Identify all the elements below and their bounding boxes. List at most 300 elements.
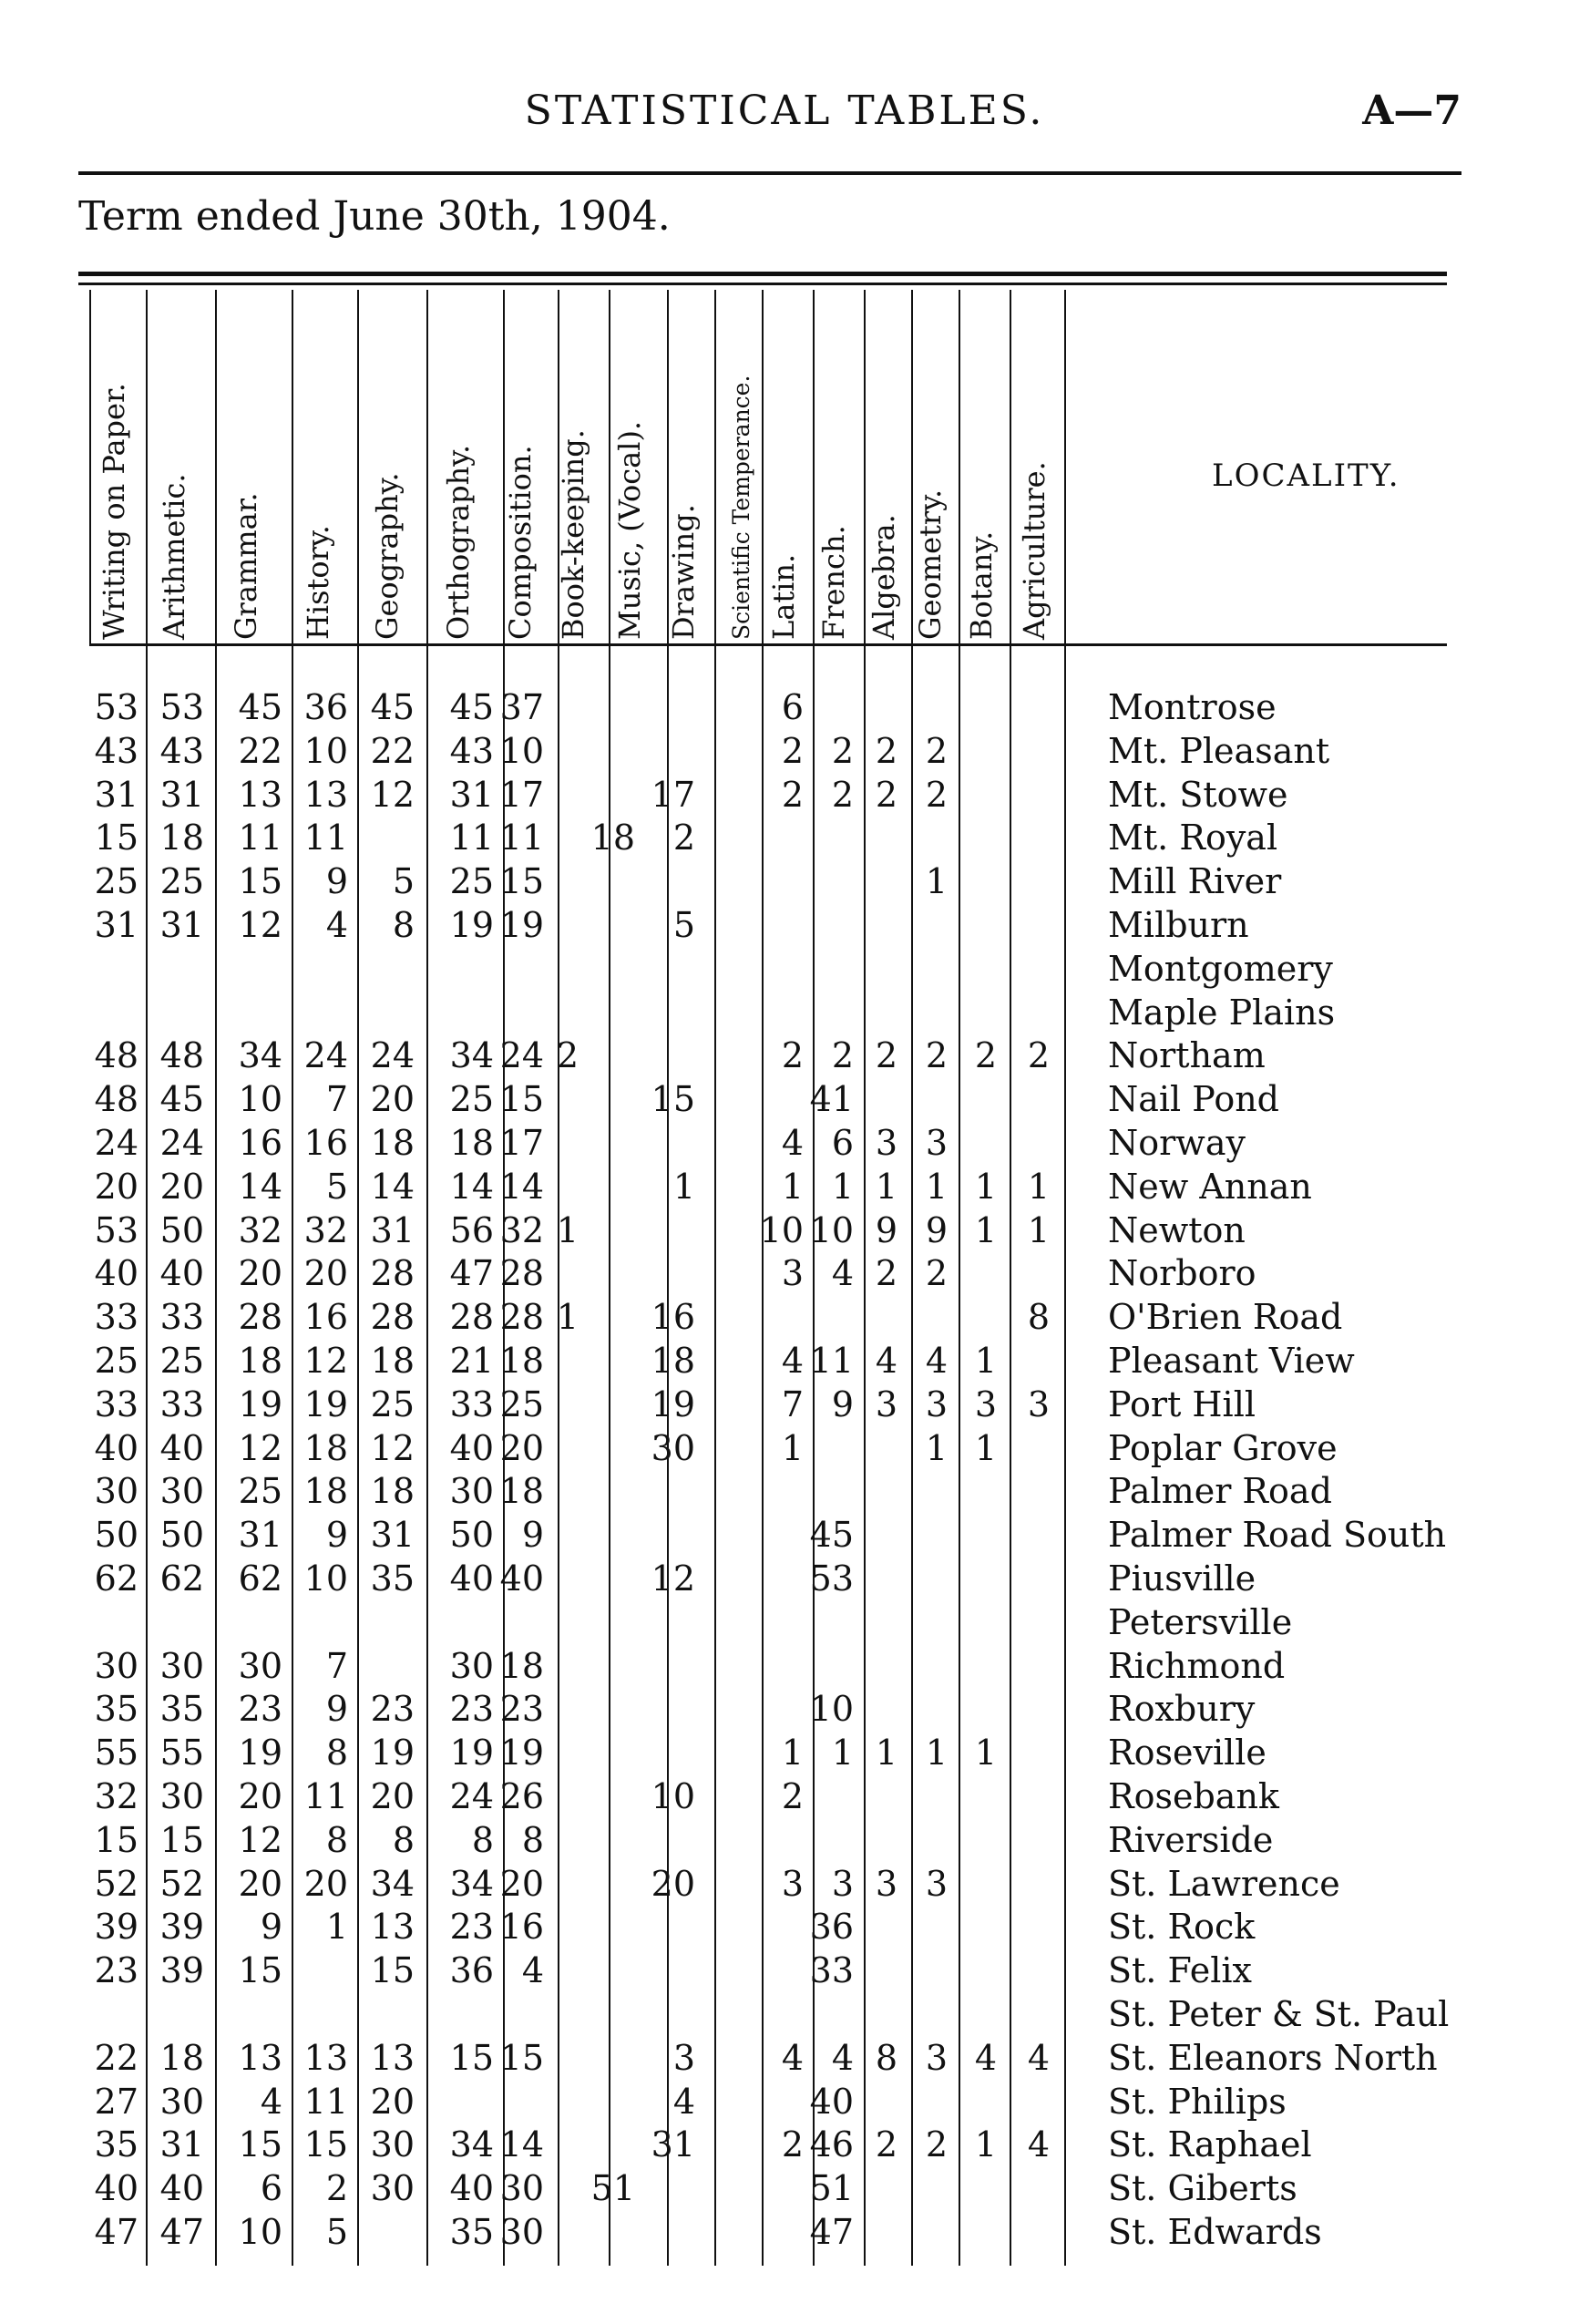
table-cell: 25 [94, 861, 138, 902]
table-cell: 3 [1027, 1383, 1050, 1424]
table-cell: 51 [590, 2168, 635, 2209]
table-cell: 15 [238, 861, 282, 902]
table-cell: 43 [159, 730, 204, 771]
table-cell: 3 [974, 1383, 997, 1424]
locality-name: Montrose [1108, 687, 1277, 727]
table-cell: 8 [521, 1819, 544, 1860]
table-row [0, 1165, 1569, 1208]
table-cell: 30 [370, 2168, 415, 2209]
table-cell: 39 [159, 1907, 204, 1948]
table-cell: 14 [449, 1166, 494, 1207]
table-cell: 30 [499, 2212, 544, 2252]
table-cell: 18 [651, 1341, 695, 1381]
table-cell: 16 [238, 1123, 282, 1163]
table-cell: 10 [303, 1558, 348, 1599]
table-cell: 1 [1027, 1209, 1050, 1250]
table-cell: 1 [925, 1427, 948, 1468]
table-cell: 20 [94, 1166, 138, 1207]
table-cell: 31 [449, 774, 494, 815]
table-cell: 47 [94, 2212, 138, 2252]
table-cell: 13 [303, 774, 348, 815]
table-cell: 35 [449, 2212, 494, 2252]
table-cell: 7 [781, 1383, 804, 1424]
table-cell: 23 [370, 1689, 415, 1730]
table-cell: 13 [238, 774, 282, 815]
column-header: Drawing. [666, 504, 701, 640]
table-cell: 5 [325, 2212, 348, 2252]
table-row [0, 1862, 1569, 1906]
table-cell: 53 [159, 687, 204, 727]
locality-name: Newton [1108, 1209, 1246, 1250]
table-cell: 19 [449, 905, 494, 945]
table-cell: 33 [449, 1383, 494, 1424]
locality-name: Petersville [1108, 1601, 1293, 1642]
table-cell: 18 [159, 2037, 204, 2078]
table-row [0, 1557, 1569, 1600]
table-cell: 25 [449, 1079, 494, 1120]
table-cell: 10 [238, 1079, 282, 1120]
table-cell: 12 [238, 1427, 282, 1468]
locality-name: St. Raphael [1108, 2124, 1312, 2165]
table-cell: 1 [925, 1733, 948, 1774]
table-cell: 25 [159, 861, 204, 902]
table-cell: 30 [651, 1427, 695, 1468]
table-cell: 23 [94, 1950, 138, 1991]
table-cell: 2 [875, 1035, 897, 1076]
table-cell: 4 [672, 2081, 695, 2122]
table-cell: 7 [325, 1645, 348, 1686]
table-cell: 19 [499, 905, 544, 945]
table-cell: 18 [499, 1645, 544, 1686]
table-cell: 43 [94, 730, 138, 771]
table-cell: 1 [672, 1166, 695, 1207]
table-cell: 18 [499, 1341, 544, 1381]
table-cell: 18 [370, 1123, 415, 1163]
table-cell: 4 [925, 1341, 948, 1381]
table-cell: 4 [1027, 2037, 1050, 2078]
table-cell: 20 [370, 1776, 415, 1816]
table-row [0, 1600, 1569, 1644]
table-cell: 8 [875, 2037, 897, 2078]
table-cell: 39 [159, 1950, 204, 1991]
table-cell: 35 [159, 1689, 204, 1730]
table-cell: 48 [159, 1035, 204, 1076]
table-row [0, 1687, 1569, 1731]
locality-name: O'Brien Road [1108, 1297, 1343, 1338]
table-cell: 12 [370, 1427, 415, 1468]
locality-name: St. Felix [1108, 1950, 1252, 1991]
table-cell: 2 [875, 2124, 897, 2165]
table-cell: 40 [94, 2168, 138, 2209]
table-cell: 4 [781, 1341, 804, 1381]
table-cell: 3 [781, 1863, 804, 1904]
table-cell: 40 [499, 1558, 544, 1599]
table-cell: 1 [974, 1733, 997, 1774]
table-cell: 2 [781, 1776, 804, 1816]
table-cell: 1 [974, 2124, 997, 2165]
table-cell: 1 [974, 1166, 997, 1207]
locality-name: Northam [1108, 1035, 1266, 1076]
table-cell: 11 [303, 818, 348, 859]
locality-name: St. Peter & St. Paul [1108, 1994, 1450, 2034]
column-header: Arithmetic. [157, 473, 191, 640]
table-cell: 8 [392, 1819, 415, 1860]
table-cell: 24 [499, 1035, 544, 1076]
table-cell: 15 [94, 818, 138, 859]
column-header: Book-keeping. [556, 429, 590, 640]
table-cell: 20 [303, 1863, 348, 1904]
table-cell: 6 [831, 1123, 854, 1163]
table-cell: 2 [325, 2168, 348, 2209]
locality-name: St. Giberts [1108, 2168, 1297, 2209]
table-cell: 33 [94, 1383, 138, 1424]
table-cell: 11 [238, 818, 282, 859]
table-cell: 53 [94, 687, 138, 727]
table-row [0, 1774, 1569, 1818]
table-cell: 9 [925, 1209, 948, 1250]
table-cell: 1 [556, 1297, 579, 1338]
table-cell: 30 [449, 1645, 494, 1686]
table-cell: 13 [303, 2037, 348, 2078]
table-cell: 52 [159, 1863, 204, 1904]
table-cell: 5 [392, 861, 415, 902]
locality-name: Mt. Stowe [1108, 774, 1288, 815]
table-cell: 9 [260, 1907, 282, 1948]
table-cell: 40 [94, 1427, 138, 1468]
table-cell: 19 [651, 1383, 695, 1424]
table-cell: 31 [159, 905, 204, 945]
table-cell: 24 [159, 1123, 204, 1163]
table-cell: 11 [449, 818, 494, 859]
table-cell: 35 [94, 2124, 138, 2165]
table-cell: 12 [238, 905, 282, 945]
table-cell: 11 [303, 2081, 348, 2122]
table-cell: 1 [974, 1341, 997, 1381]
table-cell: 32 [94, 1776, 138, 1816]
table-cell: 56 [449, 1209, 494, 1250]
table-cell: 3 [925, 1863, 948, 1904]
locality-name: Riverside [1108, 1819, 1274, 1860]
locality-name: Maple Plains [1108, 992, 1336, 1033]
column-header: Orthography. [441, 444, 476, 640]
table-cell: 40 [449, 1427, 494, 1468]
table-cell: 24 [449, 1776, 494, 1816]
table-row [0, 1426, 1569, 1470]
table-row [0, 1949, 1569, 1992]
column-header: Algebra. [867, 514, 901, 640]
table-row [0, 859, 1569, 903]
table-cell: 28 [499, 1253, 544, 1294]
table-cell: 40 [159, 2168, 204, 2209]
table-cell: 23 [449, 1689, 494, 1730]
table-cell: 10 [499, 730, 544, 771]
double-rule-lower [78, 283, 1447, 285]
table-cell: 47 [159, 2212, 204, 2252]
locality-name: Nail Pond [1108, 1079, 1279, 1120]
table-cell: 1 [1027, 1166, 1050, 1207]
table-row [0, 1033, 1569, 1077]
table-cell: 33 [809, 1950, 854, 1991]
table-cell: 20 [238, 1776, 282, 1816]
table-cell: 1 [831, 1733, 854, 1774]
table-cell: 55 [159, 1733, 204, 1774]
locality-name: Mt. Royal [1108, 818, 1278, 859]
locality-column-header: LOCALITY. [1212, 458, 1400, 494]
table-cell: 40 [809, 2081, 854, 2122]
table-cell: 25 [159, 1341, 204, 1381]
table-cell: 24 [370, 1035, 415, 1076]
table-cell: 51 [809, 2168, 854, 2209]
table-cell: 1 [781, 1427, 804, 1468]
table-cell: 17 [499, 1123, 544, 1163]
table-cell: 26 [499, 1776, 544, 1816]
table-cell: 31 [370, 1515, 415, 1556]
table-cell: 30 [238, 1645, 282, 1686]
table-cell: 21 [449, 1341, 494, 1381]
table-cell: 20 [370, 1079, 415, 1120]
table-cell: 4 [781, 2037, 804, 2078]
locality-name: New Annan [1108, 1166, 1312, 1207]
locality-name: Mt. Pleasant [1108, 730, 1330, 771]
table-cell: 50 [159, 1209, 204, 1250]
table-cell: 15 [159, 1819, 204, 1860]
table-cell: 23 [449, 1907, 494, 1948]
table-cell: 4 [1027, 2124, 1050, 2165]
table-cell: 2 [875, 1253, 897, 1294]
term-caption: Term ended June 30th, 1904. [78, 193, 671, 240]
table-cell: 9 [325, 1689, 348, 1730]
table-row [0, 1208, 1569, 1252]
table-row [0, 1644, 1569, 1688]
table-cell: 62 [94, 1558, 138, 1599]
table-cell: 31 [159, 2124, 204, 2165]
table-cell: 32 [499, 1209, 544, 1250]
table-cell: 30 [94, 1645, 138, 1686]
table-cell: 18 [370, 1471, 415, 1512]
table-row [0, 1513, 1569, 1557]
table-cell: 4 [260, 2081, 282, 2122]
table-cell: 22 [370, 730, 415, 771]
table-cell: 10 [759, 1209, 804, 1250]
table-cell: 11 [809, 1341, 854, 1381]
table-cell: 12 [303, 1341, 348, 1381]
table-cell: 4 [875, 1341, 897, 1381]
table-cell: 18 [499, 1471, 544, 1512]
table-cell: 2 [781, 2124, 804, 2165]
table-cell: 43 [449, 730, 494, 771]
table-cell: 33 [159, 1297, 204, 1338]
table-cell: 15 [499, 1079, 544, 1120]
table-cell: 3 [875, 1123, 897, 1163]
table-cell: 33 [159, 1383, 204, 1424]
table-cell: 2 [672, 818, 695, 859]
table-cell: 14 [499, 2124, 544, 2165]
table-cell: 3 [831, 1863, 854, 1904]
table-cell: 36 [809, 1907, 854, 1948]
locality-name: St. Philips [1108, 2081, 1287, 2122]
table-cell: 14 [370, 1166, 415, 1207]
table-cell: 31 [238, 1515, 282, 1556]
table-cell: 40 [449, 1558, 494, 1599]
table-cell: 19 [499, 1733, 544, 1774]
table-cell: 30 [449, 1471, 494, 1512]
table-cell: 15 [94, 1819, 138, 1860]
table-cell: 28 [238, 1297, 282, 1338]
table-row [0, 1992, 1569, 2036]
locality-name: St. Eleanors North [1108, 2037, 1438, 2078]
table-cell: 11 [303, 1776, 348, 1816]
table-cell: 14 [238, 1166, 282, 1207]
table-cell: 4 [831, 1253, 854, 1294]
table-cell: 23 [499, 1689, 544, 1730]
table-cell: 20 [499, 1863, 544, 1904]
table-cell: 2 [556, 1035, 579, 1076]
table-row [0, 816, 1569, 859]
table-cell: 9 [521, 1515, 544, 1556]
table-cell: 30 [159, 1645, 204, 1686]
table-cell: 4 [325, 905, 348, 945]
table-cell: 34 [449, 1035, 494, 1076]
table-cell: 1 [974, 1427, 997, 1468]
table-cell: 10 [238, 2212, 282, 2252]
table-cell: 45 [809, 1515, 854, 1556]
table-cell: 15 [651, 1079, 695, 1120]
column-header: Grammar. [229, 492, 263, 640]
table-row [0, 1905, 1569, 1949]
table-cell: 6 [260, 2168, 282, 2209]
table-cell: 36 [449, 1950, 494, 1991]
table-cell: 15 [499, 861, 544, 902]
table-cell: 34 [238, 1035, 282, 1076]
locality-name: Mill River [1108, 861, 1282, 902]
locality-name: Piusville [1108, 1558, 1256, 1599]
table-cell: 25 [94, 1341, 138, 1381]
table-cell: 2 [974, 1035, 997, 1076]
table-cell: 15 [370, 1950, 415, 1991]
table-cell: 1 [875, 1166, 897, 1207]
table-cell: 35 [94, 1689, 138, 1730]
table-cell: 28 [370, 1297, 415, 1338]
table-cell: 2 [781, 1035, 804, 1076]
table-cell: 22 [238, 730, 282, 771]
table-cell: 2 [1027, 1035, 1050, 1076]
table-cell: 16 [651, 1297, 695, 1338]
table-cell: 8 [471, 1819, 494, 1860]
table-cell: 2 [831, 774, 854, 815]
table-row [0, 773, 1569, 817]
table-cell: 31 [370, 1209, 415, 1250]
table-cell: 28 [449, 1297, 494, 1338]
table-cell: 1 [875, 1733, 897, 1774]
table-cell: 3 [875, 1863, 897, 1904]
table-cell: 33 [94, 1297, 138, 1338]
page-title: STATISTICAL TABLES. [524, 87, 1045, 134]
table-row [0, 1295, 1569, 1339]
table-row [0, 2210, 1569, 2254]
table-cell: 28 [370, 1253, 415, 1294]
table-cell: 20 [159, 1166, 204, 1207]
locality-name: Palmer Road [1108, 1471, 1332, 1512]
table-cell: 30 [94, 1471, 138, 1512]
table-cell: 16 [303, 1297, 348, 1338]
table-cell: 15 [499, 2037, 544, 2078]
top-rule [78, 171, 1461, 175]
table-cell: 3 [925, 1383, 948, 1424]
column-header: Music, (Vocal). [612, 420, 647, 640]
locality-name: Milburn [1108, 905, 1249, 945]
table-cell: 1 [325, 1907, 348, 1948]
table-cell: 13 [370, 2037, 415, 2078]
table-cell: 31 [94, 905, 138, 945]
locality-name: Poplar Grove [1108, 1427, 1338, 1468]
table-cell: 18 [590, 818, 635, 859]
column-header: Geography. [370, 472, 405, 640]
table-row [0, 947, 1569, 991]
table-cell: 2 [781, 774, 804, 815]
table-cell: 20 [238, 1253, 282, 1294]
column-header: Agriculture. [1017, 461, 1051, 640]
table-cell: 19 [370, 1733, 415, 1774]
table-cell: 7 [325, 1079, 348, 1120]
table-cell: 3 [925, 1123, 948, 1163]
header-underline-rule [89, 643, 1447, 646]
table-cell: 16 [499, 1907, 544, 1948]
locality-name: Richmond [1108, 1645, 1286, 1686]
table-cell: 17 [651, 774, 695, 815]
table-cell: 30 [159, 1471, 204, 1512]
table-cell: 1 [556, 1209, 579, 1250]
table-cell: 2 [875, 730, 897, 771]
table-cell: 2 [781, 730, 804, 771]
table-cell: 20 [651, 1863, 695, 1904]
table-cell: 28 [499, 1297, 544, 1338]
table-cell: 20 [238, 1863, 282, 1904]
column-header: Scientific Temperance. [728, 375, 754, 640]
table-cell: 23 [238, 1689, 282, 1730]
table-row [0, 2166, 1569, 2210]
table-cell: 9 [875, 1209, 897, 1250]
table-row [0, 991, 1569, 1034]
table-row [0, 1077, 1569, 1121]
table-cell: 2 [831, 730, 854, 771]
table-cell: 2 [925, 1253, 948, 1294]
double-rule-upper [78, 272, 1447, 276]
table-row [0, 2036, 1569, 2080]
table-cell: 34 [370, 1863, 415, 1904]
table-cell: 36 [303, 687, 348, 727]
table-cell: 50 [159, 1515, 204, 1556]
table-cell: 45 [238, 687, 282, 727]
table-cell: 18 [370, 1341, 415, 1381]
table-cell: 30 [159, 1776, 204, 1816]
table-cell: 41 [809, 1079, 854, 1120]
table-cell: 8 [325, 1819, 348, 1860]
table-cell: 20 [370, 2081, 415, 2122]
locality-name: Roxbury [1108, 1689, 1256, 1730]
column-header: Botany. [964, 530, 999, 640]
table-cell: 25 [499, 1383, 544, 1424]
table-cell: 30 [159, 2081, 204, 2122]
table-cell: 13 [238, 2037, 282, 2078]
table-cell: 1 [831, 1166, 854, 1207]
column-header: Latin. [766, 553, 801, 640]
table-cell: 62 [238, 1558, 282, 1599]
table-cell: 3 [875, 1383, 897, 1424]
table-cell: 18 [303, 1471, 348, 1512]
table-cell: 30 [499, 2168, 544, 2209]
table-cell: 6 [781, 687, 804, 727]
column-header: Geometry. [913, 488, 948, 640]
